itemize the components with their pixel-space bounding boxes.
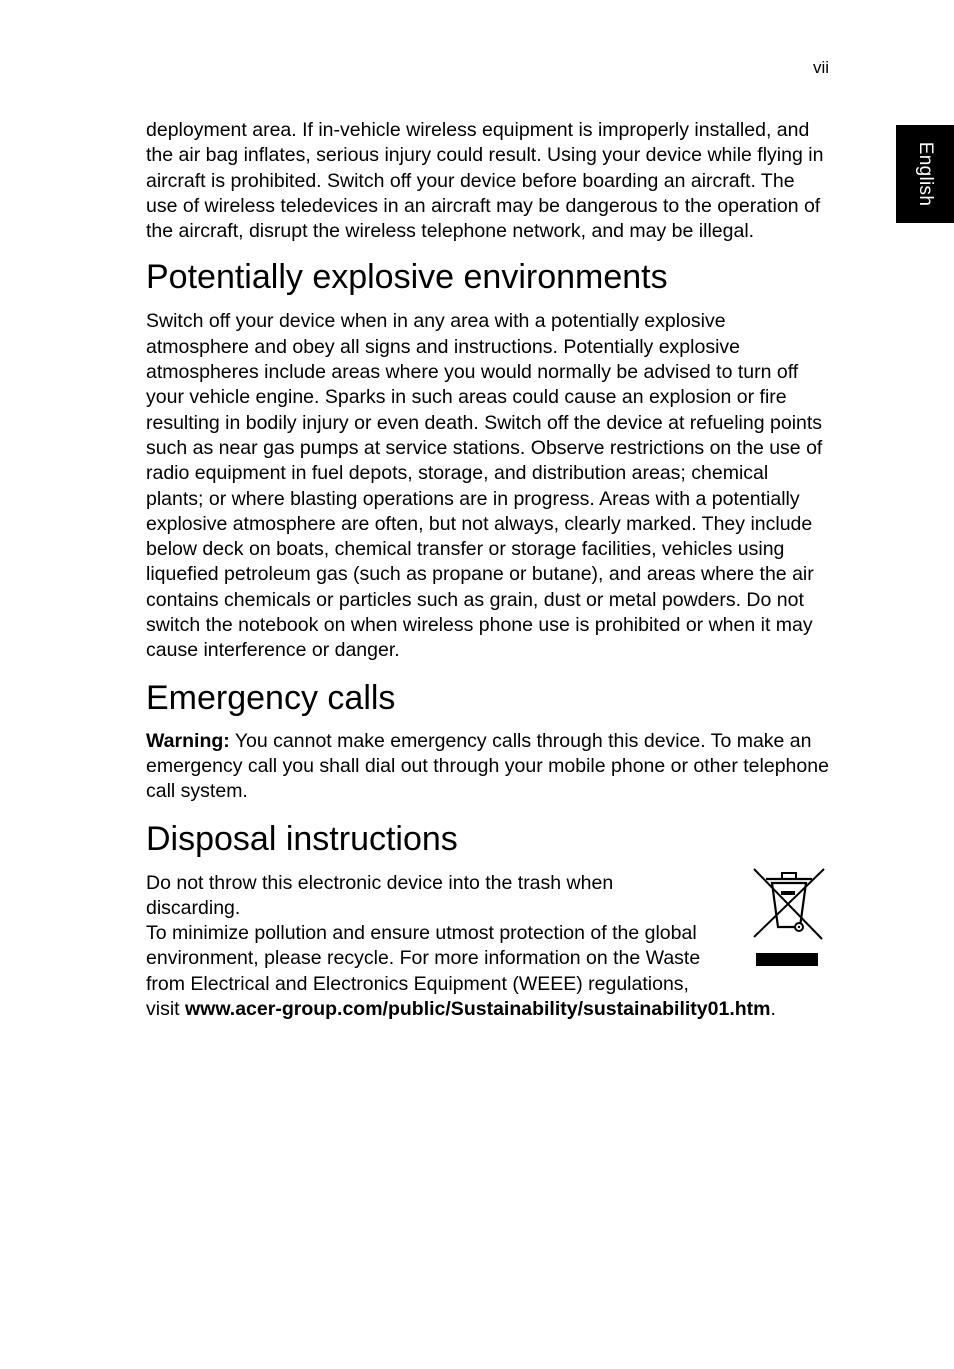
weee-crossed-bin-icon — [750, 865, 828, 967]
page-number: vii — [812, 58, 829, 77]
emergency-paragraph — [146, 729, 830, 805]
emergency-text: You cannot make emergency calls through this device. To make an emergency call you shall dial out through your mobile phone or other telephone call system. — [146, 729, 829, 803]
page-content — [146, 118, 830, 1022]
intro-paragraph: deployment area. If in-vehicle wireless equipment is improperly installed, and the air bag inflates, serious injury could result. Using your device while flying in aircraft is prohibited. Switch off your device before boarding an aircraft. The use of wireless teledevices in an aircraft may be dangerous to the operation of the aircraft, disrupt the wireless telephone network, and may be illegal. — [146, 119, 824, 243]
disposal-section — [146, 871, 830, 1023]
disposal-line-1: Do not throw this electronic device into the trash when discarding. — [146, 871, 614, 919]
heading-explosive-environments: Potentially explosive environments — [146, 258, 668, 297]
warning-label: Warning: — [146, 729, 230, 752]
weee-link[interactable]: www.acer-group.com/public/Sustainability/sustainability01.htm — [185, 998, 771, 1021]
visit-prefix: visit — [146, 998, 185, 1021]
disposal-line-2: To minimize pollution and ensure utmost protection of the global environment, please recycle. For more information on the Waste from Electrical and Electronics Equipment (WEEE) regulations, — [146, 922, 701, 995]
explosive-paragraph: Switch off your device when in any area with a potentially explosive atmosphere and obey all signs and instructions. Potentially explosive atmospheres include areas where you would normally be advised to turn off your vehicle engine. Sparks in such areas could cause an explosion or fire resulting in bodily injury or even death. Switch off the device at refueling points such as near gas pumps at service stations. Observe restrictions on the use of radio equipment in fuel depots, storage, and distribution areas; chemical plants; or where blasting operations are in progress. Areas with a potentially explosive atmosphere are often, but not always, clearly marked. They include below deck on boats, chemical transfer or storage facilities, vehicles using liquefied petroleum gas (such as propane or butane), and areas where the air contains chemicals or particles such as grain, dust or metal powders. Do not switch the notebook on when wireless phone use is prohibited or when it may cause interference or danger. — [146, 310, 823, 662]
language-tab-label: English — [915, 141, 936, 207]
disposal-paragraph — [146, 871, 830, 1023]
language-tab — [896, 125, 954, 223]
heading-emergency-calls: Emergency calls — [146, 678, 396, 717]
heading-disposal-instructions: Disposal instructions — [146, 819, 458, 858]
link-suffix: . — [770, 998, 776, 1021]
